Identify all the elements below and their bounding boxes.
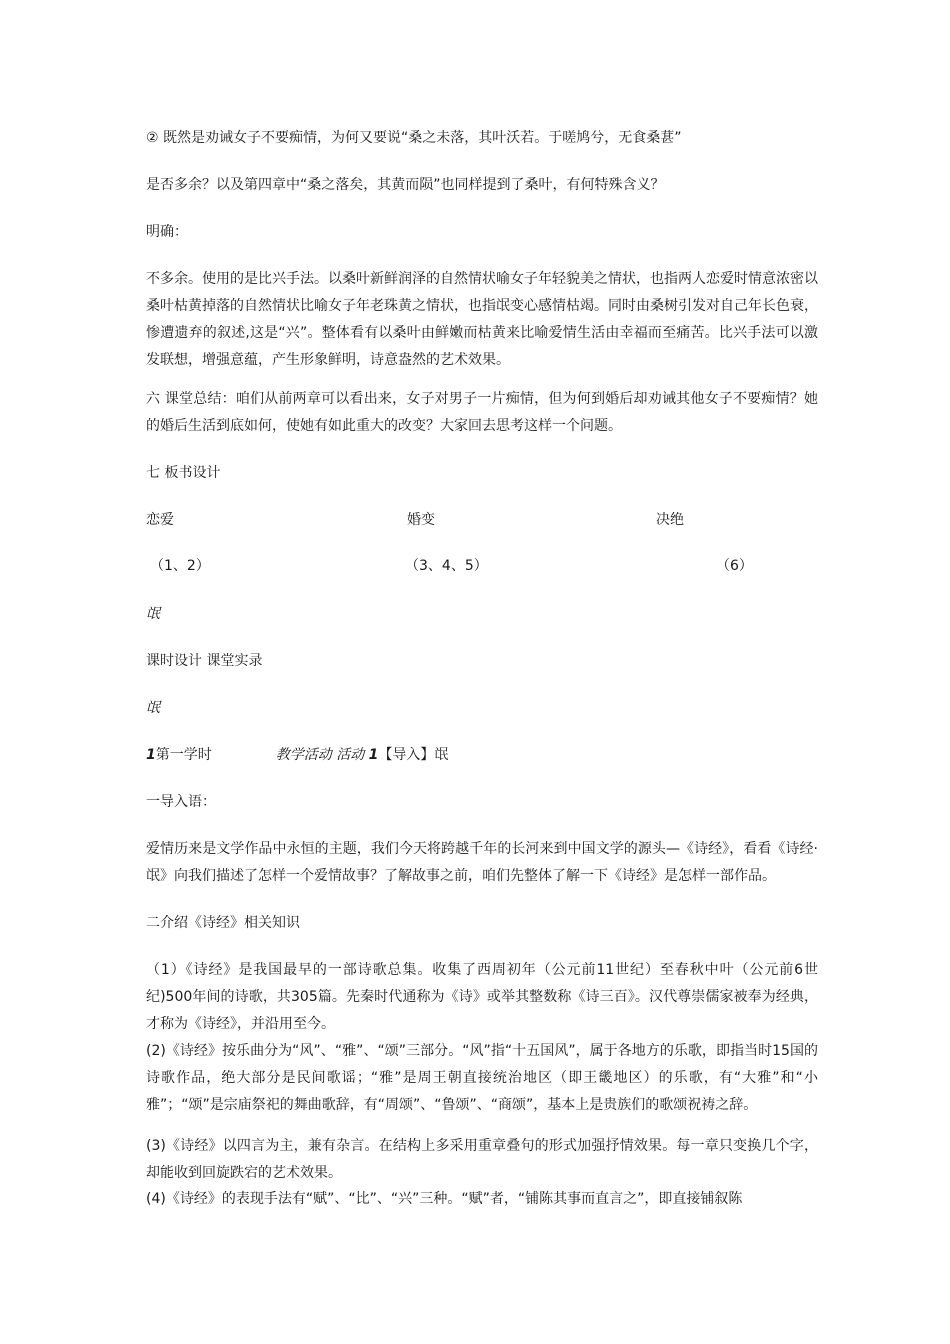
board-design-heading: 七 板书设计 <box>146 465 221 481</box>
board-range-2: （3、4、5） <box>405 558 488 574</box>
title-mang-2: 氓 <box>146 700 160 716</box>
knowledge-heading: 二介绍《诗经》相关知识 <box>146 915 300 931</box>
intro-tag: 【导入】氓 <box>378 747 449 763</box>
activity-label: 活动 <box>336 747 365 763</box>
intro-heading: 一导入语： <box>146 794 216 810</box>
clarify-label: 明确： <box>146 224 188 240</box>
activity-index: 1 <box>368 747 379 763</box>
board-col-marriage-change: 婚变 <box>407 512 435 528</box>
intro-paragraph: 爱情历来是文学作品中永恒的主题，我们今天将跨越千年的长河来到中国文学的源头—《诗经》，看看《诗经·氓》向我们描述了怎样一个爱情故事？了解故事之前，咱们先整体了解一下《诗经》是怎样一部作品。 <box>146 841 818 884</box>
knowledge-item-3: (3)《诗经》以四言为主，兼有杂言。在结构上多采用重章叠句的形式加强抒情效果。每一章只变换几个字，却能收到回旋跌宕的艺术效果。 <box>146 1138 818 1181</box>
activity-line <box>146 742 816 769</box>
question-2-line-2: 是否多余？以及第四章中“桑之落矣，其黄而陨”也同样提到了桑叶，有何特殊含义？ <box>146 177 665 193</box>
teaching-activity-label: 教学活动 <box>275 747 332 763</box>
board-col-love: 恋爱 <box>146 512 174 528</box>
knowledge-item-4: (4)《诗经》的表现手法有“赋”、“比”、“兴”三种。“赋”者，“铺陈其事而直言之”，即直接铺叙陈 <box>146 1191 743 1207</box>
summary-paragraph: 六 课堂总结：咱们从前两章可以看出来，女子对男子一片痴情，但为何到婚后却劝诫其他女子不要痴情？她的婚后生活到底如何，使她有如此重大的改变？大家回去思考这样一个问题。 <box>146 391 818 434</box>
board-range-3: （6） <box>716 558 753 574</box>
board-range-1: （1、2） <box>150 558 210 574</box>
clarify-paragraph: 不多余。使用的是比兴手法。以桑叶新鲜润泽的自然情状喻女子年轻貌美之情状，也指两人恋爱时情意浓密以桑叶枯黄掉落的自然情状比喻女子年老珠黄之情状，也指氓变心感情枯竭。同时由桑树引发对自己年长色衰，惨遭遗弃的叙述,这是“兴”。整体看有以桑叶由鲜嫩而枯黄来比喻爱情生活由幸福而至痛苦。比兴手法可以激发联想，增强意蕴，产生形象鲜明，诗意盎然的艺术效果。 <box>146 271 818 368</box>
board-col-break: 决绝 <box>656 512 684 528</box>
first-period-label: 第一学时 <box>155 747 212 763</box>
question-2-line-1: ② 既然是劝诫女子不要痴情，为何又要说“桑之未落，其叶沃若。于嗟鸠兮，无食桑葚” <box>146 130 682 146</box>
title-mang-1: 氓 <box>146 606 160 622</box>
knowledge-item-1: （1）《诗经》是我国最早的一部诗歌总集。收集了西周初年（公元前11世纪）至春秋中叶（公元前6世纪)500年间的诗歌，共305篇。先秦时代通称为《诗》或举其整数称《诗三百》。汉代尊崇儒家被奉为经典，才称为《诗经》，并沿用至今。 <box>146 962 818 1032</box>
knowledge-item-2: (2)《诗经》按乐曲分为“风”、“雅”、“颂”三部分。“风”指“十五国风”，属于各地方的乐歌，即指当时15国的诗歌作品，绝大部分是民间歌谣；“雅”是周王朝直接统治地区（即王畿地区）的乐歌，有“大雅”和“小雅”；“颂”是宗庙祭祀的舞曲歌辞，有“周颂”、“鲁颂”、“商颂”，基本上是贵族们的歌颂祝祷之辞。 <box>146 1043 818 1113</box>
lesson-design-heading: 课时设计 课堂实录 <box>146 653 263 669</box>
activity-number: 1 <box>146 747 156 763</box>
